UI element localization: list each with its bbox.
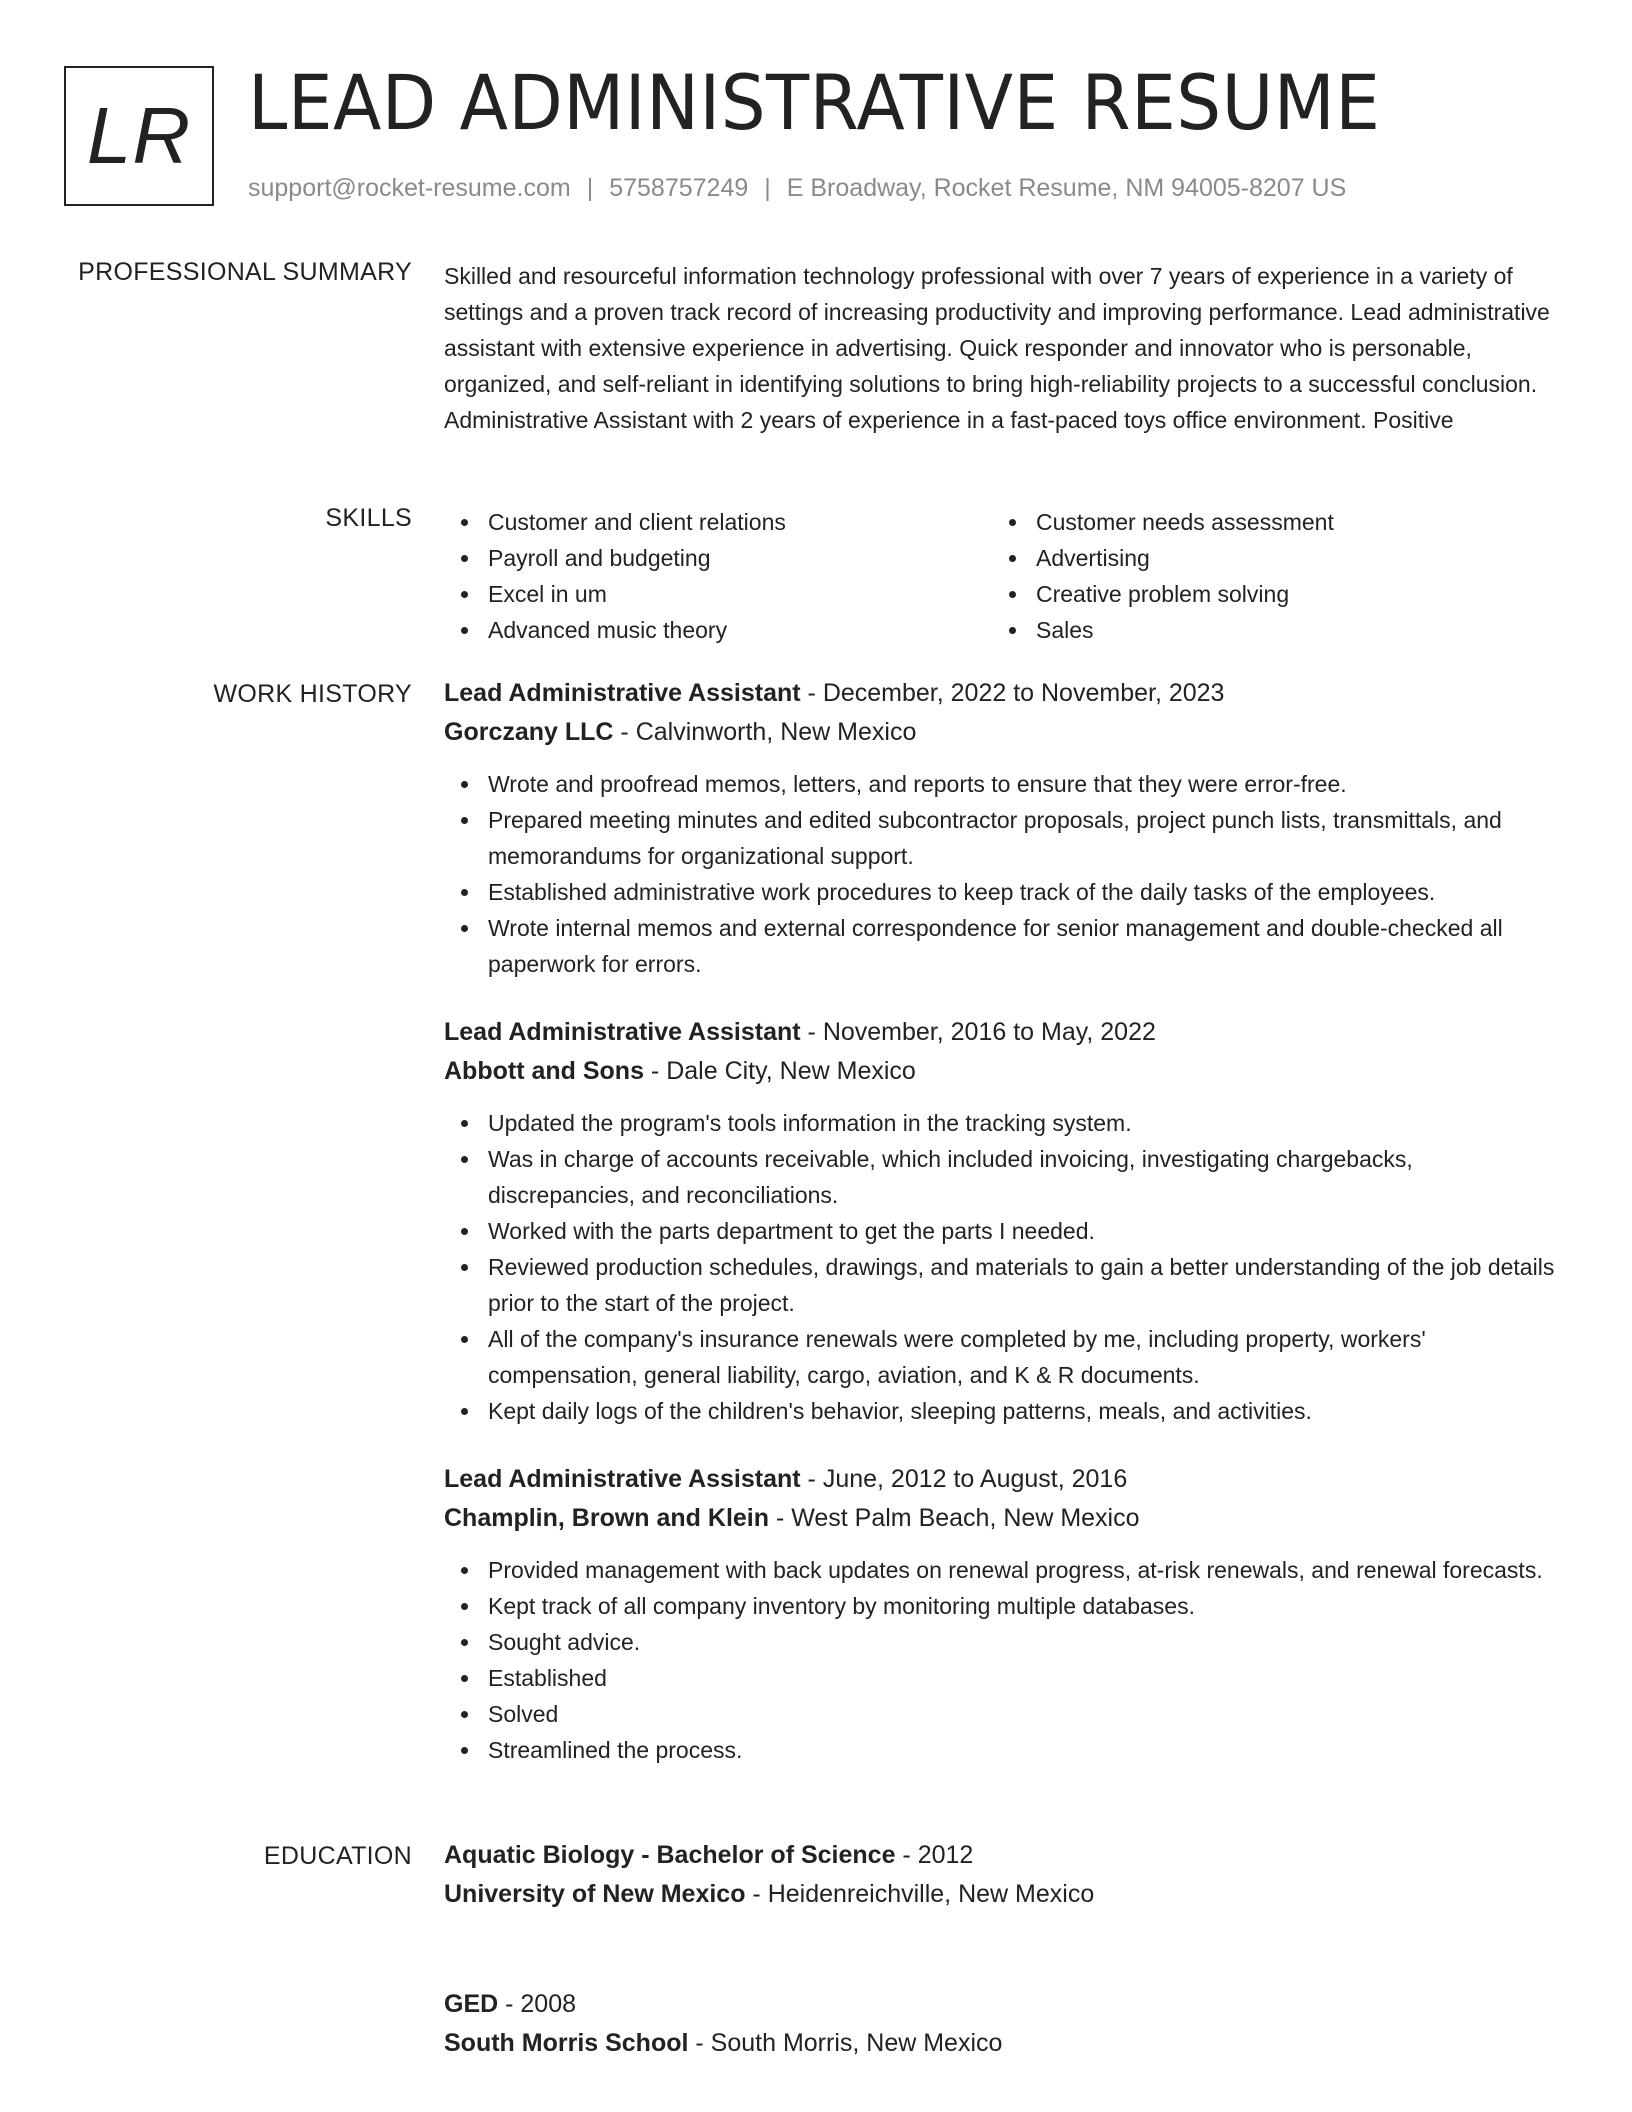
job-dates: June, 2012 to August, 2016 [822,1465,1128,1493]
job-company-line: Gorczany LLC - Calvinworth, New Mexico [444,718,917,746]
resume-title: LEAD ADMINISTRATIVE RESUME [248,58,1381,147]
section-label-summary: PROFESSIONAL SUMMARY [78,258,412,286]
education-school: South Morris School [444,2029,689,2057]
education-location: Heidenreichville, New Mexico [767,1880,1095,1908]
job-dates: December, 2022 to November, 2023 [822,679,1225,707]
education-school: University of New Mexico [444,1880,746,1908]
job-entry [444,1460,1562,1768]
job-title: Lead Administrative Assistant [444,679,801,707]
skill-item: Creative problem solving [992,576,1540,612]
job-bullet: Was in charge of accounts receivable, which included invoicing, investigating chargebacks, discrepancies, and reconciliations. [444,1141,1562,1213]
job-company: Champlin, Brown and Klein [444,1504,770,1532]
education-year: 2008 [520,1990,577,2018]
skills-list-left [444,504,992,648]
contact-line [248,174,1346,203]
job-bullet: Streamlined the process. [444,1732,1562,1768]
job-bullet: Kept track of all company inventory by monitoring multiple databases. [444,1588,1562,1624]
job-location: West Palm Beach, New Mexico [791,1504,1140,1532]
resume-header [64,58,1568,211]
education-school-line: University of New Mexico - Heidenreichville, New Mexico [444,1880,1095,1908]
contact-separator: | [764,174,771,202]
job-title-line: Lead Administrative Assistant - November, 2016 to May, 2022 [444,1018,1156,1046]
section-label-education: EDUCATION [263,1842,412,1870]
job-bullet: Wrote and proofread memos, letters, and reports to ensure that they were error-free. [444,766,1562,802]
education-school-line: South Morris School - South Morris, New Mexico [444,2029,1003,2057]
job-bullets [444,1552,1562,1768]
contact-phone[interactable]: 5758757249 [609,174,749,202]
job-title: Lead Administrative Assistant [444,1465,801,1493]
education-degree-line: GED - 2008 [444,1990,577,2018]
education-entry [444,1836,1562,1914]
job-bullet: Provided management with back updates on renewal progress, at-risk renewals, and renewal forecasts. [444,1552,1562,1588]
contact-address: E Broadway, Rocket Resume, NM 94005-8207 US [786,174,1347,202]
job-bullets [444,1105,1562,1429]
education-degree: GED [444,1990,499,2018]
job-bullet: Worked with the parts department to get the parts I needed. [444,1213,1562,1249]
monogram-badge: LR [64,66,214,206]
section-label-work: WORK HISTORY [213,680,412,708]
job-bullet: Reviewed production schedules, drawings, and materials to gain a better understanding of the job details prior to the start of the project. [444,1249,1562,1321]
job-bullet: Established [444,1660,1562,1696]
job-company: Abbott and Sons [444,1057,644,1085]
job-company-line: Champlin, Brown and Klein - West Palm Beach, New Mexico [444,1504,1140,1532]
contact-email[interactable]: support@rocket-resume.com [248,174,571,202]
job-title-line: Lead Administrative Assistant - December, 2022 to November, 2023 [444,679,1225,707]
skill-item: Excel in um [444,576,992,612]
skill-item: Customer and client relations [444,504,992,540]
skill-item: Customer needs assessment [992,504,1540,540]
education-degree: Aquatic Biology - Bachelor of Science [444,1841,896,1869]
job-company-line: Abbott and Sons - Dale City, New Mexico [444,1057,916,1085]
job-bullet: Solved [444,1696,1562,1732]
education-degree-line: Aquatic Biology - Bachelor of Science - 2012 [444,1841,974,1869]
education-location: South Morris, New Mexico [710,2029,1003,2057]
section-label-skills: SKILLS [325,504,412,532]
job-bullet: All of the company's insurance renewals were completed by me, including property, workers' compensation, general liability, cargo, aviation, and K & R documents. [444,1321,1562,1393]
skill-item: Payroll and budgeting [444,540,992,576]
job-title: Lead Administrative Assistant [444,1018,801,1046]
skill-item: Sales [992,612,1540,648]
job-bullet: Kept daily logs of the children's behavior, sleeping patterns, meals, and activities. [444,1393,1562,1429]
skill-item: Advertising [992,540,1540,576]
job-bullet: Updated the program's tools information in the tracking system. [444,1105,1562,1141]
skill-item: Advanced music theory [444,612,992,648]
job-bullets [444,766,1562,982]
job-entry [444,674,1562,982]
job-title-line: Lead Administrative Assistant - June, 2012 to August, 2016 [444,1465,1128,1493]
job-entry [444,1013,1562,1429]
job-bullet: Established administrative work procedures to keep track of the daily tasks of the employees. [444,874,1562,910]
job-bullet: Wrote internal memos and external correspondence for senior management and double-checked all paperwork for errors. [444,910,1562,982]
summary-text: Skilled and resourceful information technology professional with over 7 years of experience in a variety of settings and a proven track record of increasing productivity and improving performance. Lead administrative assistant with extensive experience in advertising. Quick responder and innovator who is personable, organized, and self-reliant in identifying solutions to bring high-reliability projects to a successful conclusion. Administrative Assistant with 2 years of experience in a fast-paced toys office environment. Positive [444,263,1550,433]
contact-separator: | [586,174,594,202]
job-company: Gorczany LLC [444,718,614,746]
job-location: Calvinworth, New Mexico [635,718,917,746]
skills-list-right [992,504,1540,648]
job-location: Dale City, New Mexico [666,1057,916,1085]
job-bullet: Prepared meeting minutes and edited subcontractor proposals, project punch lists, transmittals, and memorandums for organizational support. [444,802,1562,874]
job-bullet: Sought advice. [444,1624,1562,1660]
education-entry [444,1985,1562,2063]
education-year: 2012 [917,1841,974,1869]
job-dates: November, 2016 to May, 2022 [822,1018,1156,1046]
